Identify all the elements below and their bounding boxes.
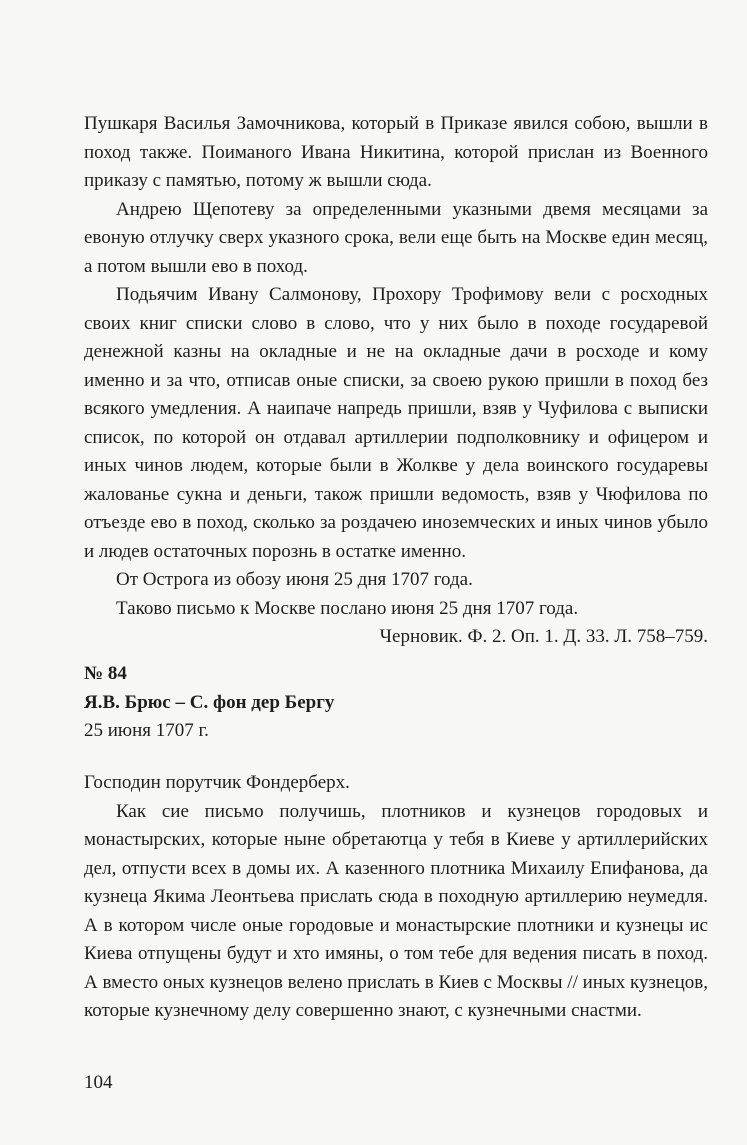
document-84 [84, 660, 708, 746]
paragraph-4: От Острога из обозу июня 25 дня 1707 года. [116, 569, 473, 590]
greeting: Господин порутчик Фондерберх. [84, 772, 350, 793]
document-heading: Я.В. Брюс – С. фон дер Бергу [84, 691, 335, 713]
document-date: 25 июня 1707 г. [84, 720, 209, 741]
paragraph-1: Пушкаря Василья Замочникова, который в Приказе явился собою, вышли в поход также. Поиманого Ивана Никитина, которой прислан из Военного приказу с памятью, потому ж вышли сюда. [84, 113, 708, 191]
archival-source: Черновик. Ф. 2. Оп. 1. Д. 33. Л. 758–759. [379, 626, 708, 647]
paragraph-5: Таково письмо к Москве послано июня 25 дня 1707 года. [116, 597, 579, 619]
document-number: № 84 [84, 663, 127, 684]
paragraph-3: Подьячим Ивану Салмонову, Прохору Трофимову вели с росходных своих книг списки слово в слово, что у них было в походе государевой денежной казны на окладные и не на окладные дачи в росходе и кому именно и за что, отписав оные списки, за своею рукою пришли в поход без всякого умедления. А наипаче напредь пришли, взяв у Чуфилова с выписки список, по которой он отдавал артиллерии подполковнику и офицером и иных чинов людем, которые были в Жолкве у дела воинского государевы жалованье сукна и деньги, також пришли ведомость, взяв у Чюфилова по отъезде ево в поход, сколько за роздачею иноземческих и иных чинов убыло и людев остаточных порознь в остатке именно. [84, 284, 708, 562]
letter-continuation [84, 110, 708, 652]
document-body: Как сие письмо получишь, плотников и кузнецов городовых и монастырских, которые ныне обретаютца у тебя в Киеве у артиллерийских дел, отпусти всех в домы их. А казенного плотника Михаилу Епифанова, да кузнеца Якима Леонтьева прислать сюда в походную артиллерию неумедля. А в котором числе оные городовые и монастырские плотники и кузнецы ис Киева отпущены будут и хто имяны, о том тебе для ведения писать в поход. А вместо оных кузнецов велено прислать в Киев с Москвы // иных кузнецов, которые кузнечному делу совершенно знают, с кузнечными снастми. [84, 800, 708, 1021]
paragraph-2: Андрею Щепотеву за определенными указными двемя месяцами за евоную отлучку сверх указного срока, вели еще быть на Москве един месяц, а потом вышли ево в поход. [84, 198, 708, 277]
page-number: 104 [84, 1072, 113, 1093]
document-84-text [84, 769, 708, 1026]
